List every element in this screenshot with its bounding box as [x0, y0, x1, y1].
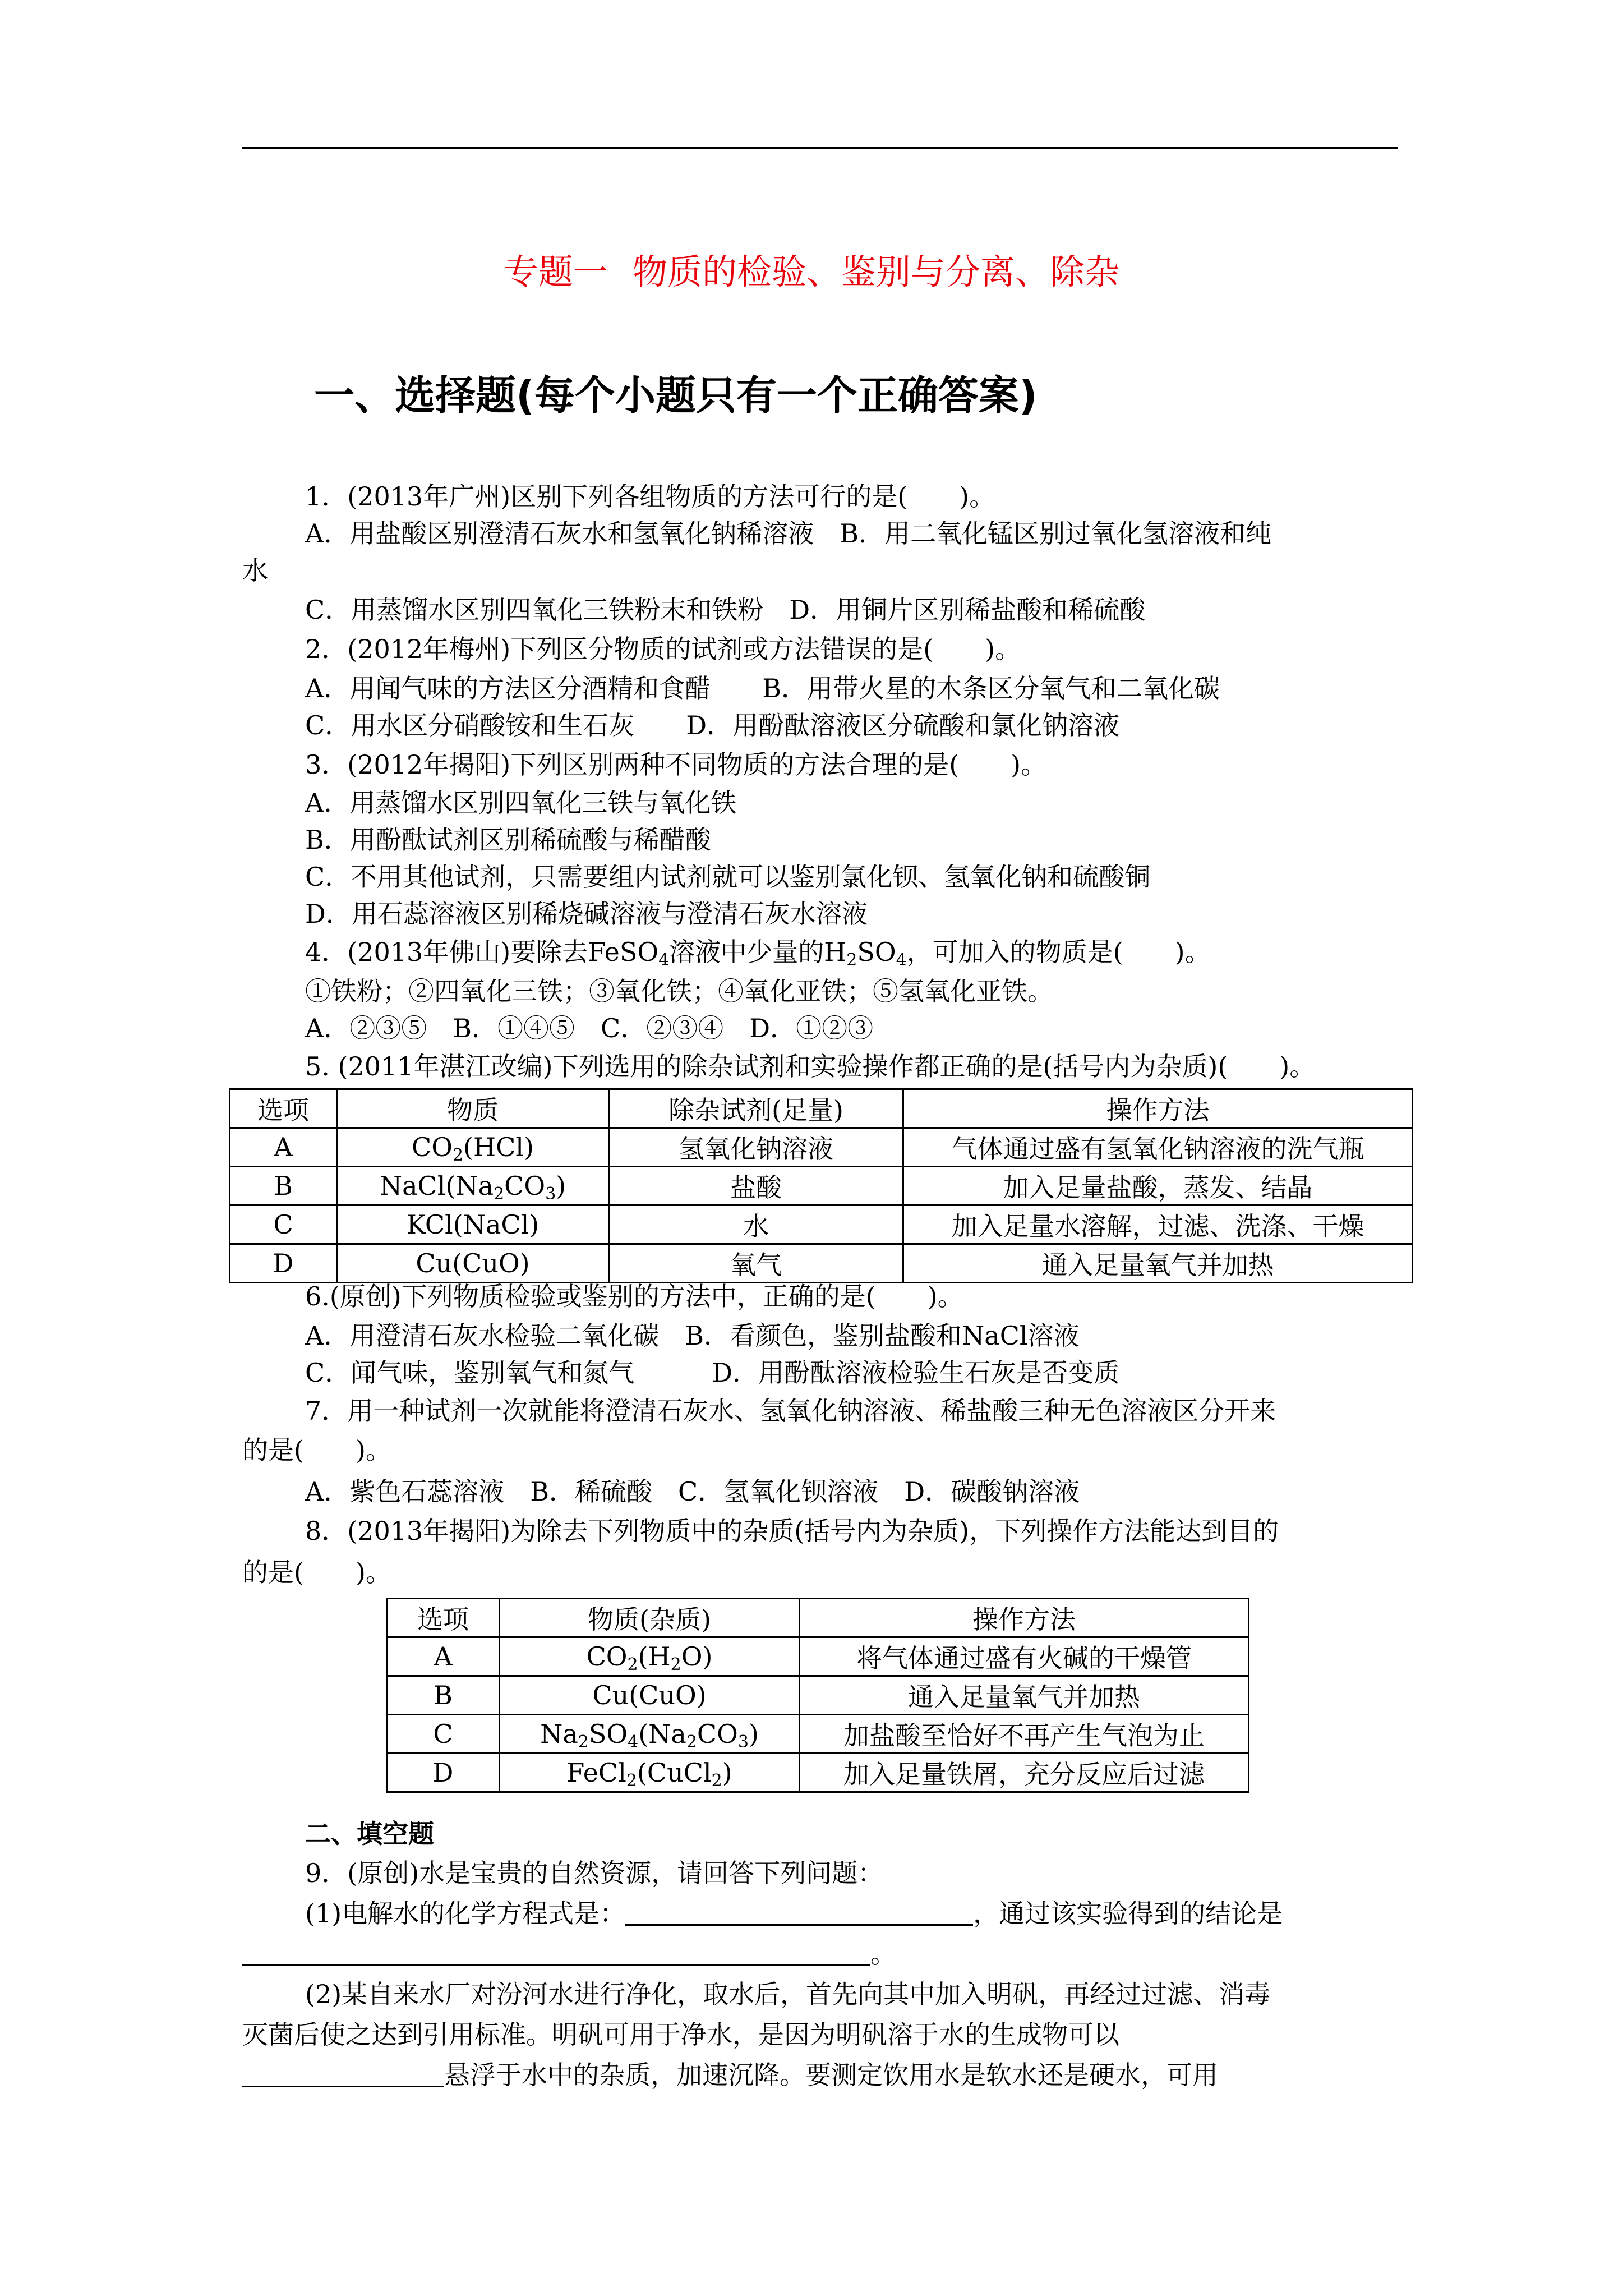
q7-stem-line1: 7．用一种试剂一次就能将澄清石灰水、氢氧化钠溶液、稀盐酸三种无色溶液区分开来: [305, 1396, 1276, 1426]
q3-stem: 3．(2012年揭阳)下列区别两种不同物质的方法合理的是( )。: [305, 749, 1047, 780]
table-row: [387, 1676, 1249, 1715]
title-topic: 专题一: [503, 251, 608, 292]
table-header-cell: 物质: [337, 1089, 609, 1128]
table-cell: A: [387, 1637, 500, 1676]
q2-stem: 2．(2012年梅州)下列区分物质的试剂或方法错误的是( )。: [305, 634, 1021, 664]
header-rule: [242, 147, 1398, 149]
q9-part2-line1: (2)某自来水厂对汾河水进行净化，取水后，首先向其中加入明矾，再经过过滤、消毒: [305, 1979, 1271, 2009]
table-cell: 通入足量氧气并加热: [903, 1244, 1413, 1283]
title-subject: 物质的检验、鉴别与分离、除杂: [633, 251, 1120, 292]
q9-part1-continued: 。: [242, 1935, 1398, 1972]
section2-heading: 二、填空题: [305, 1819, 434, 1849]
table-header-row: [387, 1599, 1249, 1637]
table-cell: 将气体通过盛有火碱的干燥管: [800, 1637, 1249, 1676]
section1-heading: 一、选择题(每个小题只有一个正确答案): [314, 372, 1038, 419]
q2-options-cd: C．用水区分硝酸铵和生石灰 D．用酚酞溶液区分硫酸和氯化钠溶液: [305, 710, 1120, 740]
answer-blank[interactable]: [242, 1964, 870, 1966]
q9-part1: (1)电解水的化学方程式是： ，通过该实验得到的结论是: [305, 1898, 1283, 1929]
q8-stem-line1: 8．(2013年揭阳)为除去下列物质中的杂质(括号内为杂质)，下列操作方法能达到目的: [305, 1516, 1279, 1546]
table-cell: KCl(NaCl): [337, 1205, 609, 1244]
q6-options-cd: C．闻气味，鉴别氧气和氮气 D．用酚酞溶液检验生石灰是否变质: [305, 1358, 1120, 1388]
table-cell: A: [230, 1128, 337, 1167]
table-cell: D: [387, 1754, 500, 1792]
q9-part2-line2: 灭菌后使之达到引用标准。明矾可用于净水，是因为明矾溶于水的生成物可以: [242, 2019, 1119, 2050]
q4-options: A．②③⑤ B．①④⑤ C．②③④ D．①②③: [305, 1013, 874, 1043]
table-cell: Cu(CuO): [337, 1244, 609, 1283]
table-cell: C: [387, 1715, 500, 1754]
table-cell: D: [230, 1244, 337, 1283]
q8-stem-line2: 的是( )。: [242, 1557, 391, 1588]
q1-options-ab-wrap: 水: [242, 555, 268, 586]
table-cell: 氢氧化钠溶液: [609, 1128, 903, 1167]
table-header-cell: 操作方法: [800, 1599, 1249, 1637]
answer-blank[interactable]: [242, 2086, 444, 2087]
q3-option-c: C．不用其他试剂，只需要组内试剂就可以鉴别氯化钡、氢氧化钠和硫酸铜: [305, 862, 1151, 892]
table-header-cell: 操作方法: [903, 1089, 1413, 1128]
q2-options-ab: A．用闻气味的方法区分酒精和食醋 B．用带火星的木条区分氧气和二氧化碳: [305, 673, 1220, 703]
q3-option-a: A．用蒸馏水区别四氧化三铁与氧化铁: [305, 788, 737, 818]
table-header-cell: 选项: [387, 1599, 500, 1637]
table-cell: 通入足量氧气并加热: [800, 1676, 1249, 1715]
q9-part2-line3: 悬浮于水中的杂质，加速沉降。要测定饮用水是软水还是硬水，可用: [242, 2056, 1398, 2093]
q1-options-ab: A．用盐酸区别澄清石灰水和氢氧化钠稀溶液 B．用二氧化锰区别过氧化氢溶液和纯: [305, 518, 1272, 549]
q1-stem: 1．(2013年广州)区别下列各组物质的方法可行的是( )。: [305, 481, 995, 512]
q7-stem-line2: 的是( )。: [242, 1435, 391, 1465]
table-cell: Cu(CuO): [500, 1676, 800, 1715]
table-cell: B: [230, 1167, 337, 1205]
table-cell: 盐酸: [609, 1167, 903, 1205]
table-header-row: [230, 1089, 1413, 1128]
table-cell: 氧气: [609, 1244, 903, 1283]
table-header-cell: 除杂试剂(足量): [609, 1089, 903, 1128]
table-cell: $CO_2(H_2O)$: [500, 1637, 800, 1676]
table-cell: B: [387, 1676, 500, 1715]
page-title: [0, 247, 1623, 297]
table-row: [230, 1167, 1413, 1205]
table-cell: 加盐酸至恰好不再产生气泡为止: [800, 1715, 1249, 1754]
table-row: [230, 1205, 1413, 1244]
table-row: [230, 1244, 1413, 1283]
answer-blank[interactable]: [625, 1924, 973, 1926]
q5-table: [229, 1088, 1413, 1283]
table-cell: C: [230, 1205, 337, 1244]
table-cell: $CO_2(HCl)$: [337, 1128, 609, 1167]
table-row: [387, 1715, 1249, 1754]
q7-options: A．紫色石蕊溶液 B．稀硫酸 C．氢氧化钡溶液 D．碳酸钠溶液: [305, 1476, 1080, 1507]
table-header-cell: 物质(杂质): [500, 1599, 800, 1637]
table-cell: 加入足量盐酸，蒸发、结晶: [903, 1167, 1413, 1205]
table-cell: 气体通过盛有氢氧化钠溶液的洗气瓶: [903, 1128, 1413, 1167]
table-header-cell: 选项: [230, 1089, 337, 1128]
table-cell: $Na_2SO_4(Na_2CO_3)$: [500, 1715, 800, 1754]
q6-stem: 6.(原创)下列物质检验或鉴别的方法中，正确的是( )。: [305, 1281, 963, 1312]
q9-stem: 9．(原创)水是宝贵的自然资源，请回答下列问题：: [305, 1858, 884, 1888]
q3-option-d: D．用石蕊溶液区别稀烧碱溶液与澄清石灰水溶液: [305, 899, 868, 929]
table-cell: $NaCl(Na_2CO_3)$: [337, 1167, 609, 1205]
q4-stem: 4．(2013年佛山)要除去FeSO$_4$溶液中少量的$H_2SO_4$，可加入的物质是( )。: [305, 937, 1211, 970]
table-row: [230, 1128, 1413, 1167]
q5-stem: 5. (2011年湛江改编)下列选用的除杂试剂和实验操作都正确的是(括号内为杂质)( )。: [305, 1051, 1316, 1082]
table-row: [387, 1754, 1249, 1792]
q3-option-b: B．用酚酞试剂区别稀硫酸与稀醋酸: [305, 825, 711, 855]
q4-items: ①铁粉；②四氧化三铁；③氧化铁；④氧化亚铁；⑤氢氧化亚铁。: [305, 976, 1053, 1006]
table-cell: 加入足量水溶解，过滤、洗涤、干燥: [903, 1205, 1413, 1244]
table-cell: 水: [609, 1205, 903, 1244]
table-row: [387, 1637, 1249, 1676]
table-cell: FeCl$_2$(CuCl$_2$): [500, 1754, 800, 1792]
q1-options-cd: C．用蒸馏水区别四氧化三铁粉末和铁粉 D．用铜片区别稀盐酸和稀硫酸: [305, 595, 1146, 625]
q6-options-ab: A．用澄清石灰水检验二氧化碳 B．看颜色，鉴别盐酸和NaCl溶液: [305, 1320, 1080, 1351]
q8-table: [386, 1598, 1249, 1793]
table-cell: 加入足量铁屑，充分反应后过滤: [800, 1754, 1249, 1792]
